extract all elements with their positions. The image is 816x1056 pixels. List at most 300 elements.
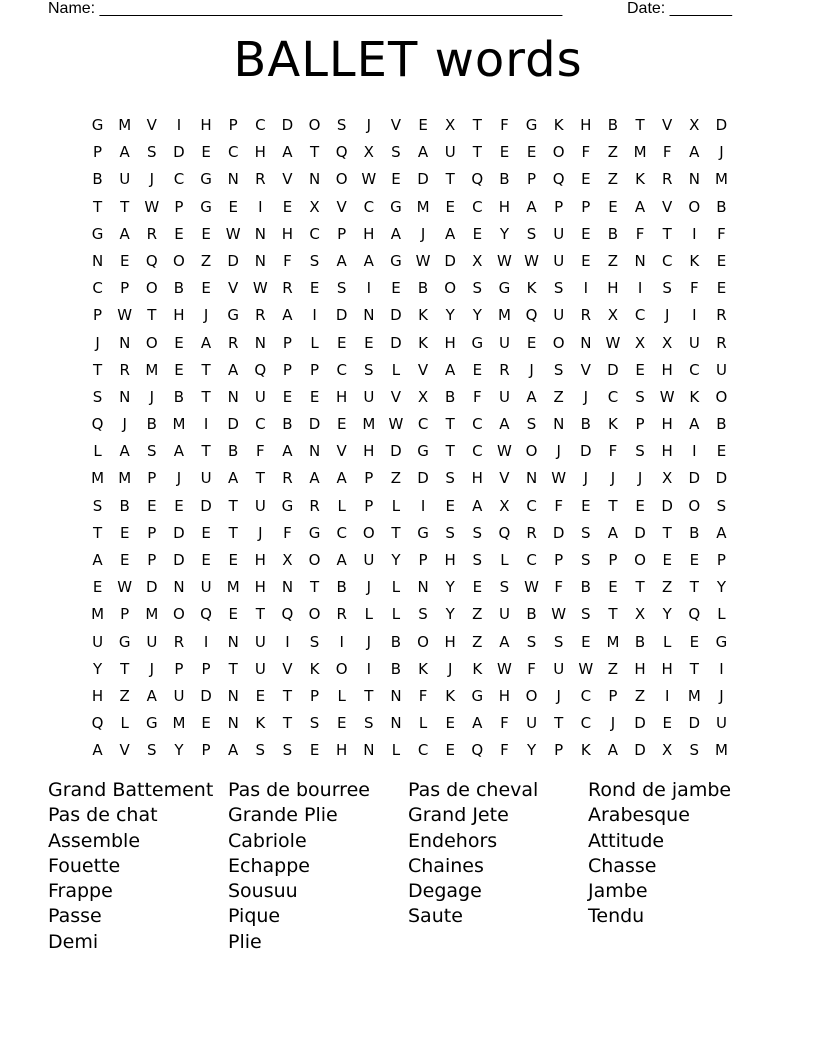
grid-letter: E <box>201 551 211 569</box>
grid-letter: D <box>390 333 402 352</box>
grid-letter: M <box>145 360 159 379</box>
grid-row <box>84 574 735 601</box>
grid-letter: A <box>607 741 619 760</box>
grid-letter: L <box>391 360 401 379</box>
grid-letter: B <box>146 415 157 434</box>
grid-letter: D <box>200 496 212 515</box>
grid-letter: B <box>173 387 185 406</box>
grid-letter: K <box>472 659 483 678</box>
grid-letter: I <box>692 442 697 461</box>
grid-letter: T <box>201 442 211 461</box>
grid-letter: X <box>309 197 320 216</box>
grid-letter: S <box>581 551 591 569</box>
grid-letter: W <box>497 659 512 678</box>
grid-letter: H <box>634 659 646 678</box>
grid-letter: T <box>309 578 320 597</box>
grid-letter: I <box>285 632 290 651</box>
grid-letter: N <box>254 333 266 352</box>
grid-letter: T <box>228 659 238 678</box>
grid-letter: T <box>92 523 103 542</box>
grid-row <box>84 547 735 574</box>
word-list-item: Grand Jete <box>408 804 509 827</box>
grid-letter: A <box>92 741 103 760</box>
grid-letter: A <box>200 333 212 352</box>
grid-letter: N <box>254 224 266 243</box>
grid-letter: I <box>420 496 426 515</box>
grid-letter: S <box>472 551 483 569</box>
grid-letter: O <box>552 333 565 352</box>
grid-letter: A <box>417 143 429 162</box>
grid-letter: V <box>336 442 347 461</box>
grid-letter: S <box>92 387 103 406</box>
grid-letter: J <box>583 387 589 406</box>
grid-letter: J <box>420 224 426 243</box>
grid-letter: H <box>661 360 673 379</box>
grid-letter: V <box>417 360 429 379</box>
grid-letter: S <box>418 605 428 624</box>
word-list-item: Endehors <box>408 829 498 852</box>
grid-letter: Y <box>174 741 184 760</box>
grid-letter: S <box>147 741 157 760</box>
grid-letter: A <box>119 442 130 461</box>
grid-letter: J <box>176 469 182 488</box>
grid-letter: T <box>472 143 482 162</box>
grid-letter: K <box>445 686 456 705</box>
grid-row <box>84 275 735 302</box>
grid-letter: B <box>282 415 293 434</box>
grid-letter: T <box>228 496 238 515</box>
grid-letter: G <box>390 197 402 216</box>
grid-letter: O <box>634 551 646 569</box>
grid-letter: M <box>226 578 240 597</box>
grid-letter: R <box>255 306 266 325</box>
grid-row <box>84 166 735 193</box>
grid-letter: A <box>282 306 293 325</box>
grid-letter: V <box>119 741 130 760</box>
grid-letter: W <box>524 578 539 597</box>
grid-letter: U <box>254 387 266 406</box>
grid-letter: U <box>200 578 212 597</box>
grid-letter: T <box>92 360 103 379</box>
grid-letter: E <box>689 551 700 569</box>
grid-letter: J <box>447 659 453 678</box>
grid-letter: B <box>173 279 185 298</box>
grid-letter: V <box>662 197 673 216</box>
grid-letter: Z <box>472 605 483 624</box>
grid-letter: A <box>228 741 239 760</box>
grid-letter: D <box>715 469 728 488</box>
grid-letter: Q <box>525 306 538 325</box>
grid-letter: C <box>255 415 266 434</box>
grid-letter: H <box>444 551 456 569</box>
grid-letter: G <box>91 116 104 134</box>
grid-letter: B <box>526 605 537 624</box>
grid-letter: U <box>444 143 456 162</box>
grid-letter: T <box>92 197 103 216</box>
grid-letter: U <box>715 360 727 379</box>
date-field-label: Date: _______ <box>627 0 732 17</box>
grid-letter: I <box>664 686 670 705</box>
grid-letter: F <box>500 741 509 760</box>
grid-letter: E <box>336 415 347 434</box>
grid-letter: Z <box>553 387 564 406</box>
name-field-label: Name: ____________________________________________________ <box>48 0 563 17</box>
grid-letter: T <box>445 415 455 434</box>
grid-letter: S <box>472 523 483 542</box>
grid-letter: O <box>335 170 348 189</box>
grid-row <box>84 302 735 329</box>
grid-letter: B <box>92 170 103 189</box>
grid-letter: U <box>146 632 158 651</box>
word-list-item: Assemble <box>48 829 141 852</box>
grid-letter: J <box>122 415 127 434</box>
grid-letter: Y <box>92 659 103 678</box>
grid-letter: U <box>526 714 538 733</box>
word-list-item: Attitude <box>588 829 665 852</box>
grid-letter: N <box>227 686 239 705</box>
grid-letter: I <box>719 659 724 678</box>
grid-letter: A <box>526 197 537 216</box>
grid-letter: F <box>635 224 645 243</box>
grid-letter: Y <box>662 605 672 624</box>
grid-letter: U <box>498 387 510 406</box>
grid-letter: N <box>580 333 592 352</box>
grid-letter: F <box>608 442 618 461</box>
grid-letter: W <box>497 251 512 270</box>
grid-letter: N <box>363 741 375 760</box>
grid-letter: E <box>581 170 591 189</box>
grid-letter: T <box>364 686 374 705</box>
grid-letter: G <box>281 496 294 515</box>
grid-letter: K <box>635 170 645 189</box>
grid-letter: I <box>366 659 372 678</box>
grid-letter: E <box>716 442 727 461</box>
grid-letter: B <box>634 632 646 651</box>
grid-letter: I <box>637 279 643 298</box>
header <box>0 0 816 20</box>
grid-letter: A <box>282 143 293 162</box>
grid-letter: Z <box>607 251 619 270</box>
grid-letter: B <box>417 279 429 298</box>
grid-letter: B <box>390 659 402 678</box>
grid-letter: H <box>444 632 456 651</box>
grid-letter: L <box>364 605 373 624</box>
grid-letter: E <box>201 143 211 162</box>
grid-letter: B <box>580 578 591 597</box>
grid-letter: I <box>176 116 182 134</box>
grid-letter: E <box>472 360 483 379</box>
grid-letter: J <box>149 170 155 189</box>
grid-letter: O <box>715 387 728 406</box>
grid-letter: H <box>363 224 375 243</box>
grid-letter: G <box>471 686 484 705</box>
grid-letter: Q <box>91 714 104 733</box>
grid-letter: S <box>662 279 672 298</box>
grid-letter: S <box>635 387 645 406</box>
grid-letter: H <box>254 578 266 597</box>
grid-letter: G <box>200 197 212 216</box>
word-list-item: Chaines <box>408 854 484 877</box>
grid-letter: X <box>662 469 673 488</box>
grid-letter: U <box>92 632 104 651</box>
grid-letter: M <box>145 605 159 624</box>
grid-letter: F <box>689 279 699 298</box>
grid-letter: D <box>335 306 348 325</box>
grid-letter: S <box>526 224 537 243</box>
grid-letter: O <box>525 442 538 461</box>
grid-letter: O <box>308 116 321 134</box>
grid-letter: U <box>553 251 565 270</box>
grid-letter: D <box>227 415 239 434</box>
grid-letter: S <box>499 578 510 597</box>
grid-letter: G <box>200 170 212 189</box>
grid-letter: K <box>418 306 428 325</box>
grid-letter: B <box>119 496 130 515</box>
grid-letter: E <box>201 714 211 733</box>
grid-letter: G <box>471 333 484 352</box>
grid-letter: T <box>445 170 455 189</box>
grid-letter: U <box>498 605 510 624</box>
grid-letter: E <box>119 551 130 569</box>
grid-letter: W <box>252 279 268 298</box>
grid-letter: U <box>363 387 375 406</box>
grid-letter: A <box>472 714 483 733</box>
grid-letter: A <box>499 632 510 651</box>
grid-letter: C <box>526 496 537 515</box>
grid-letter: S <box>364 714 374 733</box>
grid-letter: D <box>417 469 429 488</box>
grid-letter: W <box>225 224 241 243</box>
grid-letter: X <box>634 333 646 352</box>
grid-letter: C <box>227 143 239 162</box>
word-list-item: Jambe <box>588 880 648 903</box>
grid-letter: C <box>336 360 347 379</box>
grid-letter: C <box>309 224 320 243</box>
grid-letter: M <box>172 415 186 434</box>
grid-letter: E <box>635 360 645 379</box>
grid-letter: O <box>173 605 185 624</box>
word-list-item: Grand Battement <box>48 779 214 801</box>
grid-letter: C <box>336 523 347 542</box>
grid-letter: S <box>526 632 537 651</box>
grid-letter: L <box>391 496 401 515</box>
grid-letter: E <box>472 224 483 243</box>
grid-letter: E <box>309 387 320 406</box>
grid-letter: Z <box>634 686 646 705</box>
grid-letter: F <box>500 714 509 733</box>
grid-letter: J <box>556 442 561 461</box>
grid-letter: N <box>227 170 239 189</box>
grid-letter: W <box>117 578 133 597</box>
grid-letter: V <box>282 170 293 189</box>
grid-letter: E <box>255 686 266 705</box>
grid-letter: N <box>173 578 185 597</box>
grid-letter: L <box>717 605 726 624</box>
grid-letter: S <box>309 632 320 651</box>
grid-letter: V <box>390 116 402 134</box>
grid-letter: S <box>581 523 591 542</box>
word-list-item: Cabriole <box>228 829 307 852</box>
grid-letter: S <box>255 741 266 760</box>
grid-letter: D <box>173 523 185 542</box>
grid-letter: E <box>581 496 591 515</box>
grid-letter: E <box>581 224 591 243</box>
grid-letter: W <box>551 469 567 488</box>
grid-letter: G <box>525 116 538 134</box>
grid-letter: W <box>524 251 539 270</box>
grid-letter: P <box>201 741 211 760</box>
grid-letter: E <box>418 116 428 134</box>
grid-letter: N <box>119 387 131 406</box>
grid-letter: U <box>715 714 727 733</box>
grid-letter: N <box>227 632 239 651</box>
grid-row <box>84 656 735 683</box>
word-list-item: Tendu <box>588 905 645 928</box>
grid-letter: W <box>605 333 621 352</box>
grid-letter: T <box>120 659 130 678</box>
grid-letter: N <box>553 415 565 434</box>
grid-letter: J <box>610 714 616 733</box>
grid-letter: O <box>688 197 701 216</box>
grid-letter: E <box>201 279 211 298</box>
grid-letter: K <box>418 333 428 352</box>
grid-letter: Z <box>607 170 619 189</box>
grid-letter: L <box>337 496 346 515</box>
grid-letter: D <box>715 116 728 134</box>
grid-letter: X <box>662 333 673 352</box>
grid-letter: B <box>607 116 619 134</box>
grid-letter: K <box>526 279 537 298</box>
grid-letter: C <box>417 415 429 434</box>
grid-letter: D <box>281 116 294 134</box>
grid-letter: Q <box>254 360 267 379</box>
word-list <box>48 779 788 956</box>
grid-letter: T <box>391 523 401 542</box>
grid-letter: A <box>363 251 374 270</box>
grid-letter: U <box>254 632 266 651</box>
grid-letter: R <box>227 333 239 352</box>
grid-letter: A <box>336 469 347 488</box>
grid-letter: H <box>336 741 348 760</box>
grid-letter: R <box>716 333 727 352</box>
word-list-item: Pas de chat <box>48 804 158 827</box>
grid-letter: S <box>716 496 727 515</box>
grid-letter: T <box>228 523 238 542</box>
grid-letter: C <box>580 714 592 733</box>
grid-letter: C <box>173 170 185 189</box>
grid-letter: L <box>663 632 672 651</box>
grid-letter: S <box>553 632 564 651</box>
grid-letter: F <box>662 143 672 162</box>
grid-letter: H <box>336 387 348 406</box>
grid-letter: B <box>499 170 510 189</box>
grid-letter: Z <box>472 632 483 651</box>
grid-letter: I <box>366 279 372 298</box>
grid-letter: X <box>282 551 293 569</box>
grid-letter: H <box>200 116 212 134</box>
grid-letter: F <box>554 496 563 515</box>
grid-letter: J <box>366 116 372 134</box>
grid-letter: S <box>92 496 103 515</box>
grid-letter: B <box>390 632 402 651</box>
grid-letter: T <box>282 686 293 705</box>
grid-letter: Y <box>445 605 455 624</box>
grid-letter: J <box>637 469 643 488</box>
grid-letter: F <box>581 143 591 162</box>
grid-letter: E <box>716 279 727 298</box>
grid-letter: E <box>336 714 347 733</box>
grid-letter: A <box>92 551 103 569</box>
grid-letter: D <box>146 578 158 597</box>
grid-letter: E <box>282 387 293 406</box>
grid-letter: R <box>499 360 510 379</box>
grid-letter: I <box>583 279 589 298</box>
grid-letter: C <box>255 116 266 134</box>
grid-letter: C <box>689 360 700 379</box>
word-list-item: Sousuu <box>228 880 298 903</box>
grid-letter: E <box>174 333 184 352</box>
grid-letter: C <box>634 306 646 325</box>
grid-letter: D <box>417 170 429 189</box>
grid-letter: B <box>445 387 456 406</box>
grid-letter: O <box>308 605 321 624</box>
grid-letter: P <box>554 197 564 216</box>
grid-row <box>84 330 735 357</box>
grid-letter: D <box>444 251 456 270</box>
word-search-grid <box>84 112 735 765</box>
grid-letter: S <box>635 442 645 461</box>
grid-letter: N <box>91 251 104 270</box>
grid-letter: T <box>689 659 699 678</box>
grid-letter: G <box>91 224 104 243</box>
grid-letter: L <box>120 714 129 733</box>
grid-letter: P <box>120 279 130 298</box>
grid-letter: E <box>445 197 455 216</box>
grid-letter: J <box>366 578 372 597</box>
grid-letter: Z <box>662 578 673 597</box>
grid-letter: D <box>580 442 592 461</box>
grid-letter: K <box>689 387 700 406</box>
word-list-item: Rond de jambe <box>588 779 732 801</box>
word-list-item: Passe <box>48 905 102 928</box>
grid-letter: E <box>716 251 727 270</box>
grid-letter: S <box>445 469 455 488</box>
word-list-item: Pas de bourree <box>228 779 370 801</box>
grid-letter: N <box>281 578 294 597</box>
grid-letter: D <box>661 496 673 515</box>
grid-letter: Y <box>391 551 401 569</box>
grid-letter: U <box>200 469 212 488</box>
grid-letter: A <box>689 143 700 162</box>
grid-row <box>84 737 735 764</box>
word-list-item: Frappe <box>48 880 113 903</box>
grid-letter: A <box>282 442 293 461</box>
grid-letter: N <box>634 251 646 270</box>
grid-letter: I <box>258 197 263 216</box>
grid-row <box>84 194 735 221</box>
grid-letter: E <box>445 741 455 760</box>
grid-letter: E <box>391 170 401 189</box>
grid-letter: B <box>607 224 619 243</box>
grid-letter: S <box>689 741 700 760</box>
word-list-item: Saute <box>408 905 463 928</box>
grid-letter: T <box>689 578 699 597</box>
grid-letter: F <box>283 251 292 270</box>
grid-letter: T <box>147 306 157 325</box>
grid-letter: D <box>688 714 701 733</box>
grid-row <box>84 248 735 275</box>
grid-letter: Z <box>200 251 212 270</box>
